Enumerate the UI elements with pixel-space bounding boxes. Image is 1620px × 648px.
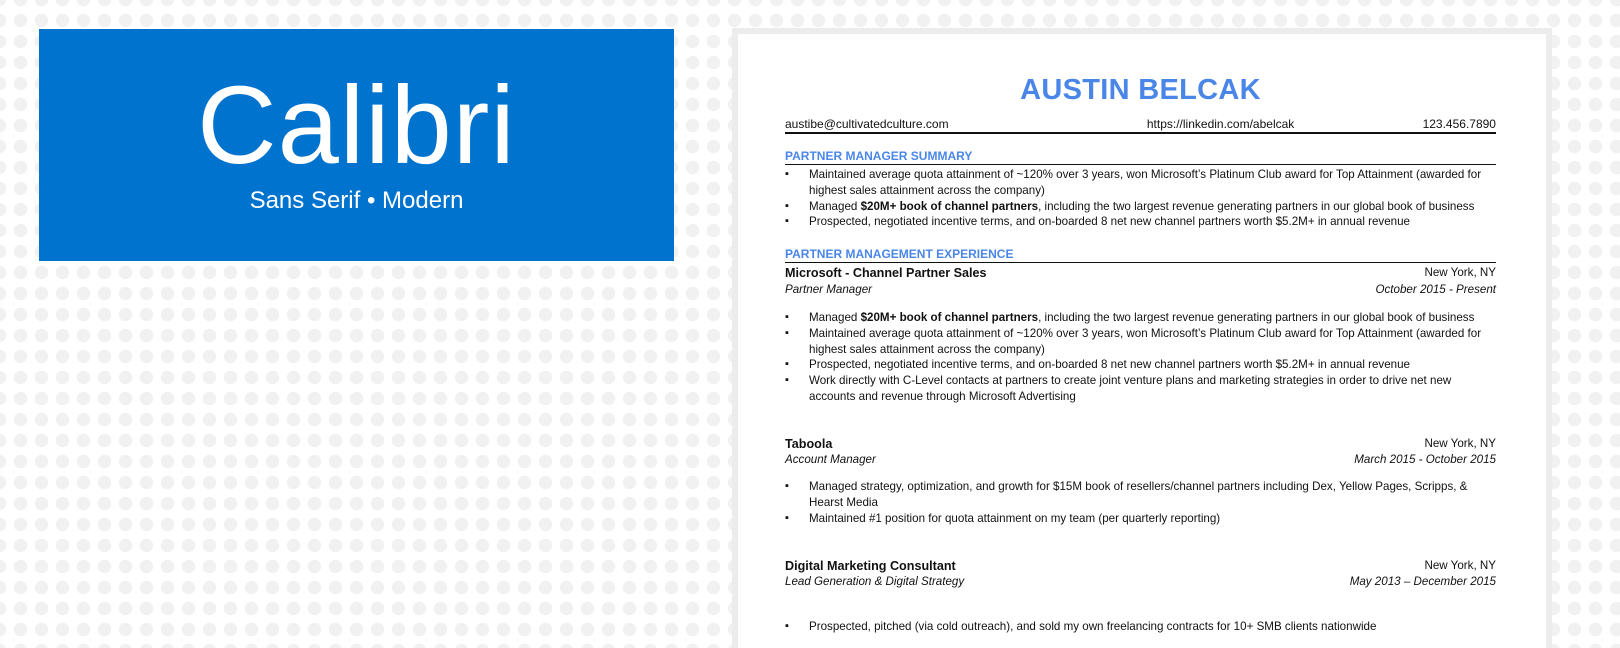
job-subheader <box>785 282 1496 298</box>
font-name-title: Calibri <box>197 64 516 187</box>
font-banner <box>39 29 674 261</box>
bullet-item: ▪ Prospected, negotiated incentive terms, and on-boarded 8 net new channel partners worth $5.2M+ in annual revenue <box>785 214 1496 230</box>
bullet-item: ▪ Managed $20M+ book of channel partners, including the two largest revenue generating partners in our global book of business <box>785 199 1496 215</box>
job-header <box>785 436 1496 452</box>
job-bullets <box>785 310 1496 405</box>
job-bullets <box>785 479 1496 526</box>
job-role: Lead Generation & Digital Strategy <box>785 575 965 588</box>
resume-page <box>732 28 1552 648</box>
bullet-item: ▪ Work directly with C-Level contacts at partners to create joint venture plans and marketing strategies in order to drive net new accounts and revenue through Microsoft Advertising <box>785 373 1496 405</box>
section-title-summary: PARTNER MANAGER SUMMARY <box>785 149 1496 165</box>
job-role: Partner Manager <box>785 283 872 296</box>
bullet-item: ▪ Prospected, negotiated incentive terms, and on-boarded 8 net new channel partners worth $5.2M+ in annual revenue <box>785 357 1496 373</box>
bullet-item: ▪ Maintained average quota attainment of ~120% over 3 years, won Microsoft’s Platinum Club award for Top Attainment (awarded for highest sales attainment across the company) <box>785 326 1496 358</box>
job-location: New York, NY <box>1424 266 1496 279</box>
job-company: Digital Marketing Consultant <box>785 559 956 573</box>
section-title-experience: PARTNER MANAGEMENT EXPERIENCE <box>785 247 1496 263</box>
bullet-item: ▪ Maintained average quota attainment of ~120% over 3 years, won Microsoft’s Platinum Club award for Top Attainment (awarded for highest sales attainment across the company) <box>785 167 1496 199</box>
contact-line <box>785 117 1496 134</box>
job-subheader <box>785 574 1496 590</box>
job-header <box>785 558 1496 574</box>
job-dates: May 2013 – December 2015 <box>1349 575 1496 588</box>
contact-linkedin: https://linkedin.com/abelcak <box>1146 117 1295 131</box>
bullet-item: ▪ Maintained #1 position for quota attainment on my team (per quarterly reporting) <box>785 511 1496 527</box>
resume-name: AUSTIN BELCAK <box>1020 74 1261 106</box>
job-location: New York, NY <box>1424 437 1496 450</box>
job-dates: October 2015 - Present <box>1375 283 1496 296</box>
bullet-item: ▪ Managed $20M+ book of channel partners, including the two largest revenue generating partners in our global book of business <box>785 310 1496 326</box>
job-header <box>785 265 1496 281</box>
job-bullets <box>785 619 1496 635</box>
font-style-subtitle: Sans Serif • Modern <box>249 187 464 214</box>
contact-phone: 123.456.7890 <box>1422 117 1496 131</box>
job-dates: March 2015 - October 2015 <box>1354 453 1496 466</box>
contact-email: austibe@cultivatedculture.com <box>785 117 949 131</box>
job-subheader <box>785 452 1496 468</box>
job-company: Microsoft - Channel Partner Sales <box>785 266 987 280</box>
job-company: Taboola <box>785 437 833 451</box>
bullet-item: ▪ Managed strategy, optimization, and growth for $15M book of resellers/channel partners including Dex, Yellow Pages, Scripps, & Hearst Media <box>785 479 1496 511</box>
bullet-item: ▪ Prospected, pitched (via cold outreach), and sold my own freelancing contracts for 10+ SMB clients nationwide <box>785 619 1496 635</box>
job-role: Account Manager <box>785 453 876 466</box>
summary-bullets <box>785 167 1496 230</box>
job-location: New York, NY <box>1424 559 1496 572</box>
